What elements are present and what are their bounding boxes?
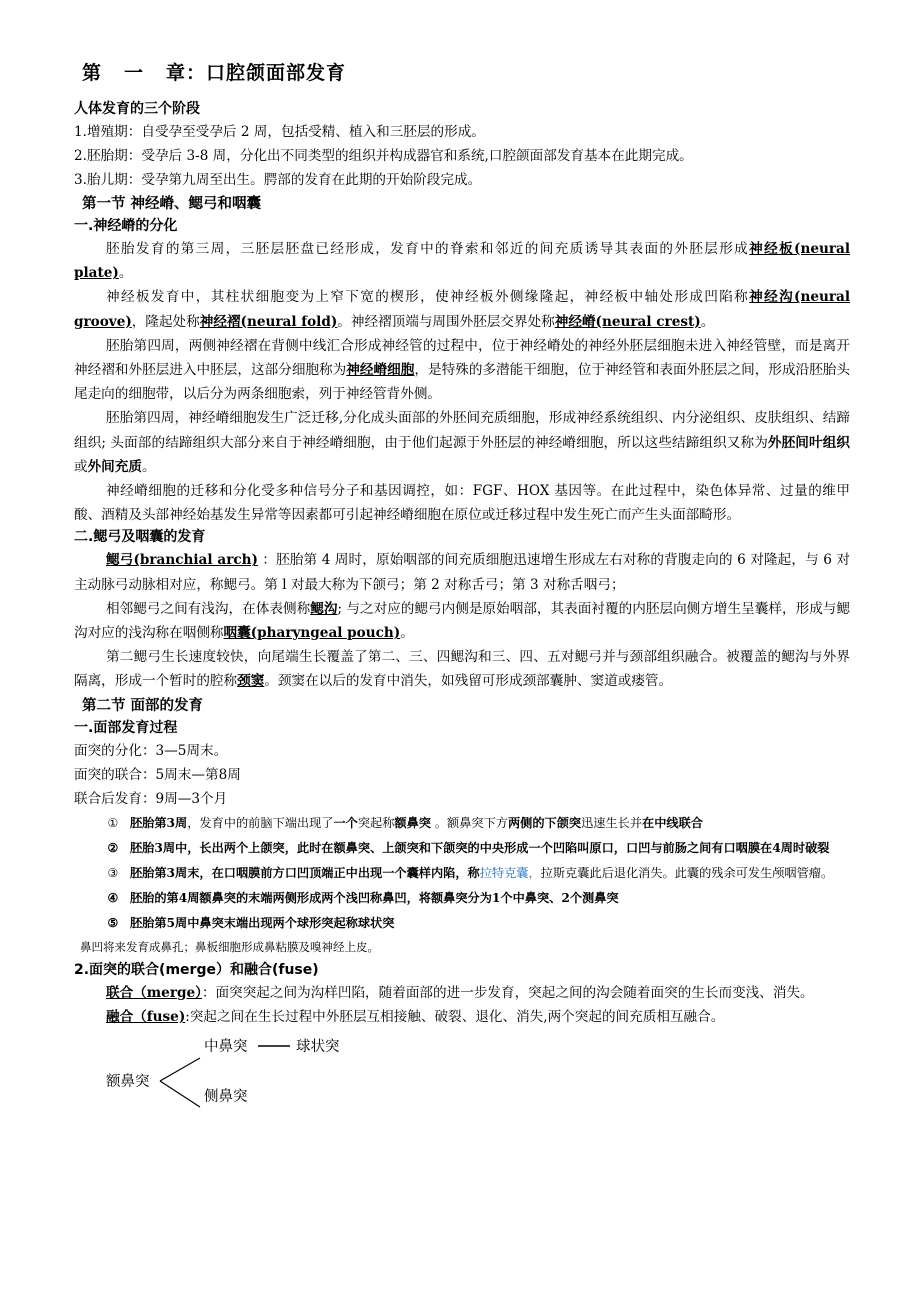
list-item: ③ 胚胎第3周末，在口咽膜前方口凹顶端正中出现一个囊样内陷，称拉特克囊，拉斯克囊此后退化消失。此囊的残余可发生颅咽管瘤。	[107, 865, 834, 880]
stages-heading: 人体发育的三个阶段	[74, 101, 200, 117]
paragraph: 胚胎发育的第三周，三胚层胚盘已经形成，发育中的脊索和邻近的间充质诱导其表面的外胚层形成神经板(neural plate)。	[74, 241, 851, 282]
term-neural-groove: 神经沟(neural groove)	[74, 289, 851, 330]
stage-item: 2.胚胎期：受孕后 3-8 周，分化出不同类型的组织并构成器官和系统,口腔颌面部发育基本在此期完成。	[74, 148, 693, 164]
timeline-line: 面突的分化：3—5周末。	[74, 742, 228, 759]
term-neural-crest-cells: 神经嵴细胞	[346, 362, 415, 379]
diagram-upper-next: 球状突	[296, 1039, 340, 1056]
list-item: ⑤ 胚胎第5周中鼻突末端出现两个球形突起称球状突	[107, 915, 395, 930]
chapter-title: 第 一 章：口腔颌面部发育	[82, 62, 347, 84]
subsection-title: 二.鳃弓及咽囊的发育	[74, 529, 206, 546]
document-page	[74, 58, 850, 1123]
term-pharyngeal-pouch: 咽囊(pharyngeal pouch)	[223, 625, 401, 642]
paragraph: 相邻鳃弓之间有浅沟，在体表侧称鳃沟; 与之对应的鳃弓内侧是原始咽部，其表面衬覆的内胚层向侧方增生呈囊样，形成与鳃沟对应的浅沟称在咽侧称咽囊(pharyngeal pouch)。	[74, 600, 851, 642]
subsection-title: 2.面突的联合(merge）和融合(fuse)	[74, 961, 319, 978]
stage-item: 1.增殖期：自受孕至受孕后 2 周，包括受精、植入和三胚层的形成。	[74, 124, 485, 140]
diagram-upper: 中鼻突	[204, 1039, 248, 1056]
subsection-title: 一.面部发育过程	[74, 719, 178, 736]
term-rathke-pouch: 拉特克囊	[479, 865, 529, 880]
paragraph: 神经板发育中，其柱状细胞变为上窄下宽的楔形，使神经板外侧缘隆起，神经板中轴处形成凹陷称神经沟(neural groove)，隆起处称神经褶(neural fold)。神经褶顶端与周围外胚层交界处称神经嵴(neural crest)。	[74, 289, 851, 330]
face-process-diagram	[74, 1031, 850, 1123]
timeline-line: 联合后发育：9周—3个月	[74, 790, 228, 807]
timeline-line: 面突的联合：5周末—第8周	[74, 766, 241, 783]
paragraph: 联合（merge）：面突突起之间为沟样凹陷，随着面部的进一步发育，突起之间的沟会随着面突的生长而变浅、消失。	[106, 984, 814, 1001]
note: 鼻凹将来发育成鼻孔；鼻板细胞形成鼻粘膜及嗅神经上皮。	[80, 939, 379, 954]
paragraph: 第二鳃弓生长速度较快，向尾端生长覆盖了第二、三、四鳃沟和三、四、五对鳃弓并与颈部组织融合。被覆盖的鳃沟与外界隔离，形成一个暂时的腔称颈窦。颈窦在以后的发育中消失，如残留可形成颈部囊肿、窦道或瘘管。	[74, 649, 850, 690]
term-neural-fold: 神经褶(neural fold)	[199, 313, 338, 330]
term-fuse: 融合（fuse)	[106, 1008, 186, 1025]
term-neural-crest: 神经嵴(neural crest)	[554, 313, 701, 330]
paragraph: 融合（fuse):突起之间在生长过程中外胚层互相接触、破裂、退化、消失,两个突起的间充质相互融合。	[106, 1008, 725, 1025]
stage-item: 3.胎儿期：受孕第九周至出生。腭部的发育在此期的开始阶段完成。	[74, 172, 482, 188]
paragraph: 胚胎第四周，神经嵴细胞发生广泛迁移,分化成头面部的外胚间充质细胞，形成神经系统组织、内分泌组织、皮肤组织、结蹄组织; 头面部的结蹄组织大部分来自于神经嵴细胞，由于他们起源于外胚层的神经嵴细胞，所以这些结蹄组织又称为外胚间叶组织或外间充质。	[74, 410, 850, 475]
term-branchial-arch: 鳃弓(branchial arch)	[106, 552, 258, 569]
list-item: ② 胚胎3周中，长出两个上颌突，此时在额鼻突、上颌突和下颌突的中央形成一个凹陷叫原口，口凹与前肠之间有口咽膜在4周时破裂	[107, 840, 830, 855]
diagram-lower: 侧鼻突	[204, 1089, 248, 1106]
list-item: ④ 胚胎的第4周额鼻突的末端两侧形成两个浅凹称鼻凹，将额鼻突分为1个中鼻突、2个测鼻突	[107, 890, 619, 905]
paragraph: 神经嵴细胞的迁移和分化受多种信号分子和基因调控，如：FGF、HOX 基因等。在此过程中，染色体异常、过量的维甲酸、酒精及头部神经始基发生异常等因素都可引起神经嵴细胞在原位或迁移过程中发生死亡而产生头面部畸形。	[74, 483, 850, 524]
diagram-root: 额鼻突	[106, 1074, 150, 1091]
term-merge: 联合（merge）	[106, 984, 202, 1001]
list-item: ① 胚胎第3周，发育中的前脑下端出现了一个突起称额鼻突 。额鼻突下方两侧的下颌突迅速生长并在中线联合	[107, 815, 703, 830]
section-title: 第二节 面部的发育	[82, 697, 204, 714]
paragraph: 鳃弓(branchial arch) ：胚胎第 4 周时，原始咽部的间充质细胞迅速增生形成左右对称的背腹走向的 6 对隆起，与 6 对主动脉弓动脉相对应，称鳃弓。第 l 对最大称为下颌弓；第 2 对称舌弓；第 3 对称舌咽弓；	[74, 552, 850, 593]
term-cervical-sinus: 颈窦	[237, 673, 265, 690]
section-title: 第一节 神经嵴、鳃弓和咽囊	[82, 196, 262, 212]
paragraph: 胚胎第四周，两侧神经褶在背侧中线汇合形成神经管的过程中，位于神经嵴处的神经外胚层细胞未进入神经管壁，而是离开神经褶和外胚层进入中胚层，这部分细胞称为神经嵴细胞，是特殊的多潜能干细胞，位于神经管和表面外胚层之间，形成沿胚胎头尾走向的细胞带，以后分为两条细胞索，列于神经管背外侧。	[74, 337, 851, 403]
subsection-title: 一.神经嵴的分化	[74, 218, 178, 234]
term-neural-plate: 神经板(neural plate)	[74, 241, 851, 282]
term-branchial-groove: 鳃沟	[310, 600, 338, 617]
